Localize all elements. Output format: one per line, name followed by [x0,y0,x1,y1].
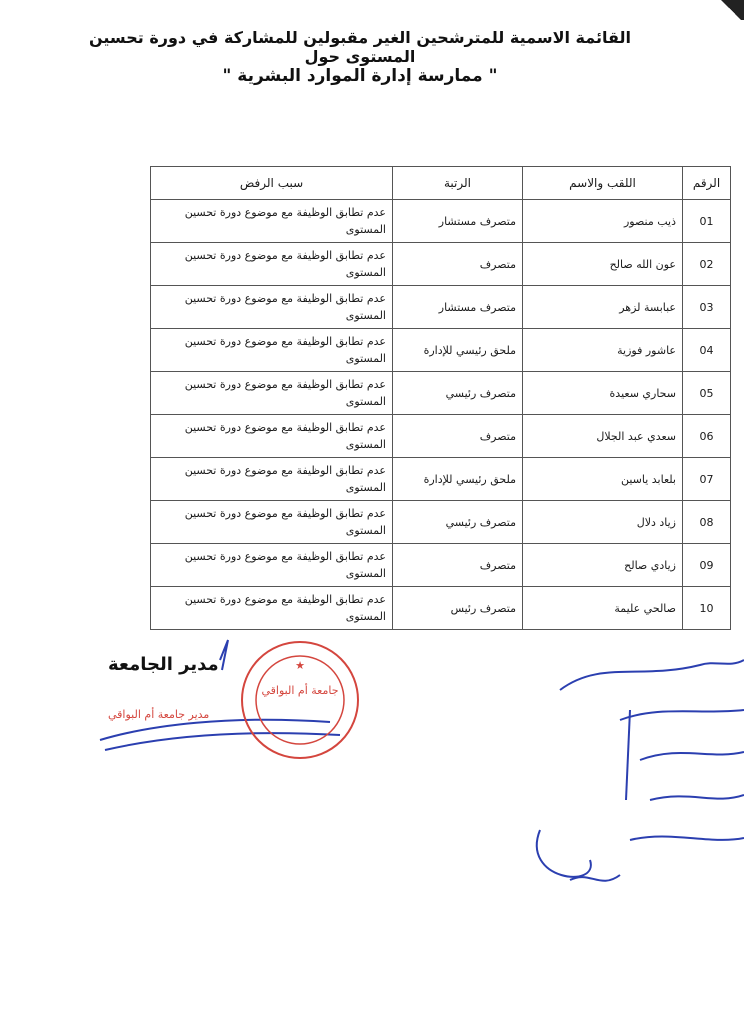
cell-number: 06 [683,415,731,458]
cell-rank: متصرف رئيسي [393,501,523,544]
university-stamp [242,642,358,758]
document-subtitle: " ممارسة إدارة الموارد البشرية " [222,66,498,86]
document-title: القائمة الاسمية للمترشحين الغير مقبولين للمشاركة في دورة تحسين المستوى حول [89,28,631,66]
cell-name: زيادي صالح [523,544,683,587]
cell-number: 03 [683,286,731,329]
cell-number: 09 [683,544,731,587]
header-rank: الرتبة [393,167,523,200]
cell-reason: عدم تطابق الوظيفة مع موضوع دورة تحسين المستوى [151,415,393,458]
cell-reason: عدم تطابق الوظيفة مع موضوع دورة تحسين المستوى [151,200,393,243]
cell-number: 04 [683,329,731,372]
cell-number: 08 [683,501,731,544]
cell-name: ذيب منصور [523,200,683,243]
cell-number: 02 [683,243,731,286]
cell-reason: عدم تطابق الوظيفة مع موضوع دورة تحسين المستوى [151,501,393,544]
cell-name: صالحي عليمة [523,587,683,630]
cell-rank: ملحق رئيسي للإدارة [393,329,523,372]
cell-rank: متصرف رئيس [393,587,523,630]
cell-name: عبابسة لزهر [523,286,683,329]
cell-rank: متصرف [393,415,523,458]
cell-reason: عدم تطابق الوظيفة مع موضوع دورة تحسين المستوى [151,329,393,372]
cell-number: 10 [683,587,731,630]
cell-reason: عدم تطابق الوظيفة مع موضوع دورة تحسين المستوى [151,243,393,286]
stamp-text: جامعة أم البواقي [261,684,339,697]
cell-reason: عدم تطابق الوظيفة مع موضوع دورة تحسين المستوى [151,544,393,587]
cell-name: سحاري سعيدة [523,372,683,415]
cell-reason: عدم تطابق الوظيفة مع موضوع دورة تحسين المستوى [151,372,393,415]
cell-name: سعدي عبد الجلال [523,415,683,458]
cell-name: عاشور فوزية [523,329,683,372]
committee-signatures [537,660,744,881]
cell-rank: متصرف رئيسي [393,372,523,415]
header-reason: سبب الرفض [151,167,393,200]
header-name: اللقب والاسم [523,167,683,200]
cell-name: بلعابد ياسين [523,458,683,501]
cell-rank: متصرف [393,544,523,587]
cell-reason: عدم تطابق الوظيفة مع موضوع دورة تحسين المستوى [151,587,393,630]
cell-number: 07 [683,458,731,501]
cell-name: عون الله صالح [523,243,683,286]
cell-rank: ملحق رئيسي للإدارة [393,458,523,501]
cell-rank: متصرف [393,243,523,286]
cell-rank: متصرف مستشار [393,286,523,329]
cell-number: 01 [683,200,731,243]
director-stamp-caption: مدير جامعة أم البواقي [108,708,210,721]
cell-name: زياد دلال [523,501,683,544]
cell-number: 05 [683,372,731,415]
cell-rank: متصرف مستشار [393,200,523,243]
university-director-label: مدير الجامعة [108,654,219,675]
svg-text:★: ★ [295,659,305,672]
cell-reason: عدم تطابق الوظيفة مع موضوع دورة تحسين المستوى [151,458,393,501]
header-number: الرقم [683,167,731,200]
cell-reason: عدم تطابق الوظيفة مع موضوع دورة تحسين المستوى [151,286,393,329]
